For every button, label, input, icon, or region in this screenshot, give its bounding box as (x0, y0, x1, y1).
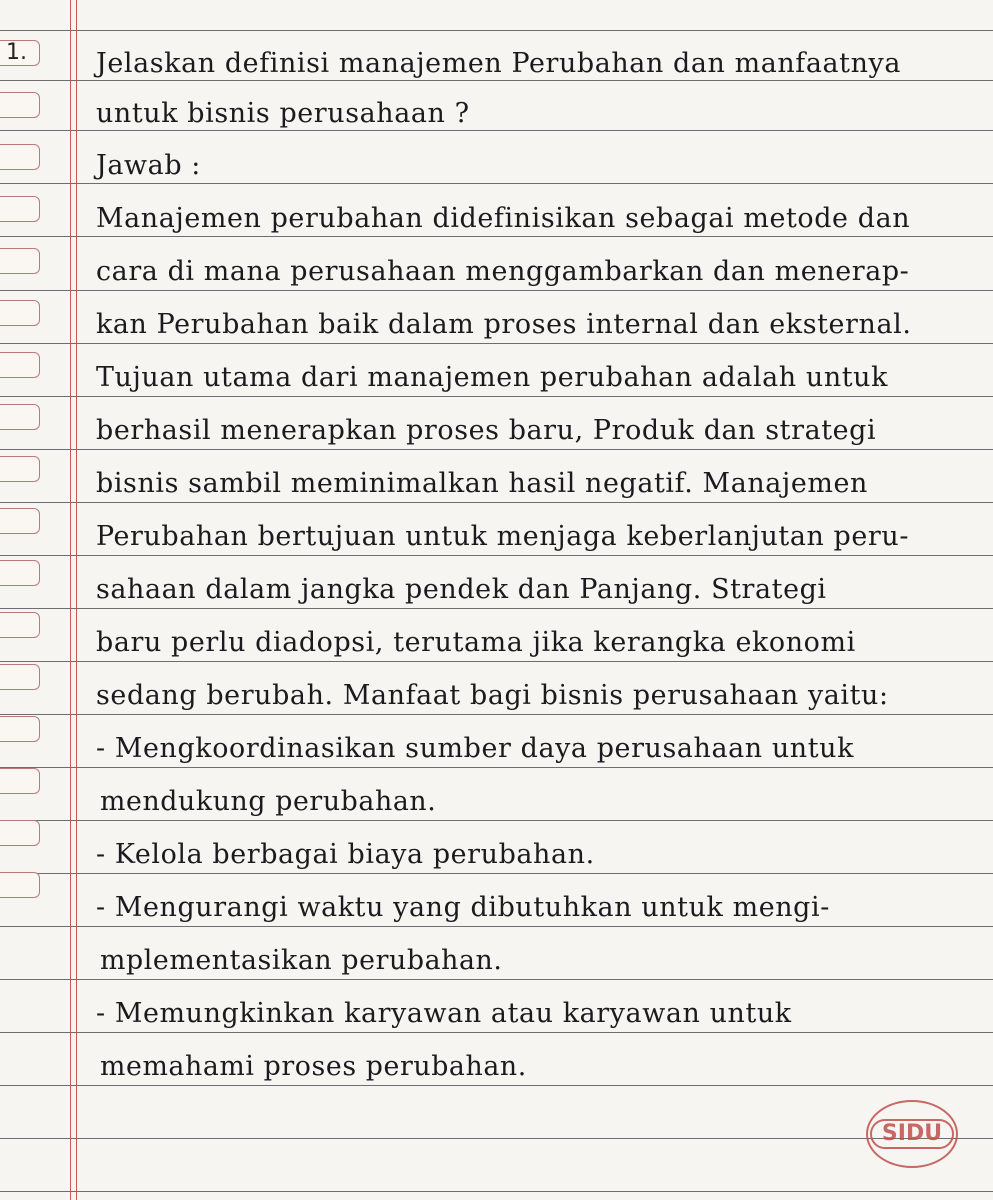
text-line-19: - Memungkinkan karyawan atau karyawan untuk (96, 998, 792, 1029)
text-line-10: Perubahan bertujuan untuk menjaga keberlanjutan peru- (96, 521, 910, 552)
text-line-5: cara di mana perusahaan menggambarkan dan menerap- (96, 256, 910, 287)
text-line-7: Tujuan utama dari manajemen perubahan adalah untuk (96, 362, 889, 393)
stamp-text: SIDU (870, 1119, 954, 1149)
text-line-12: baru perlu diadopsi, terutama jika kerangka ekonomi (96, 627, 856, 658)
text-line-14: - Mengkoordinasikan sumber daya perusahaan untuk (96, 733, 854, 764)
text-line-6: kan Perubahan baik dalam proses internal dan eksternal. (96, 309, 912, 340)
text-line-8: berhasil menerapkan proses baru, Produk dan strategi (96, 415, 877, 446)
margin-line-left (70, 0, 71, 1200)
text-line-9: bisnis sambil meminimalkan hasil negatif. Manajemen (96, 468, 868, 499)
text-line-20: memahami proses perubahan. (100, 1051, 527, 1082)
text-line-18: mplementasikan perubahan. (100, 945, 503, 976)
text-line-13: sedang berubah. Manfaat bagi bisnis perusahaan yaitu: (96, 680, 889, 711)
text-line-4: Manajemen perubahan didefinisikan sebagai metode dan (96, 203, 911, 234)
text-line-1: Jelaskan definisi manajemen Perubahan dan manfaatnya (96, 48, 901, 79)
item-number: 1. (6, 40, 27, 65)
text-line-15: mendukung perubahan. (100, 786, 437, 817)
text-line-11: sahaan dalam jangka pendek dan Panjang. Strategi (96, 574, 827, 605)
margin-line-right (76, 0, 77, 1200)
sidu-logo-stamp (866, 1100, 958, 1168)
text-line-3: Jawab : (96, 150, 201, 181)
text-line-16: - Kelola berbagai biaya perubahan. (96, 839, 595, 870)
text-line-17: - Mengurangi waktu yang dibutuhkan untuk mengi- (96, 892, 830, 923)
text-line-2: untuk bisnis perusahaan ? (96, 98, 470, 129)
